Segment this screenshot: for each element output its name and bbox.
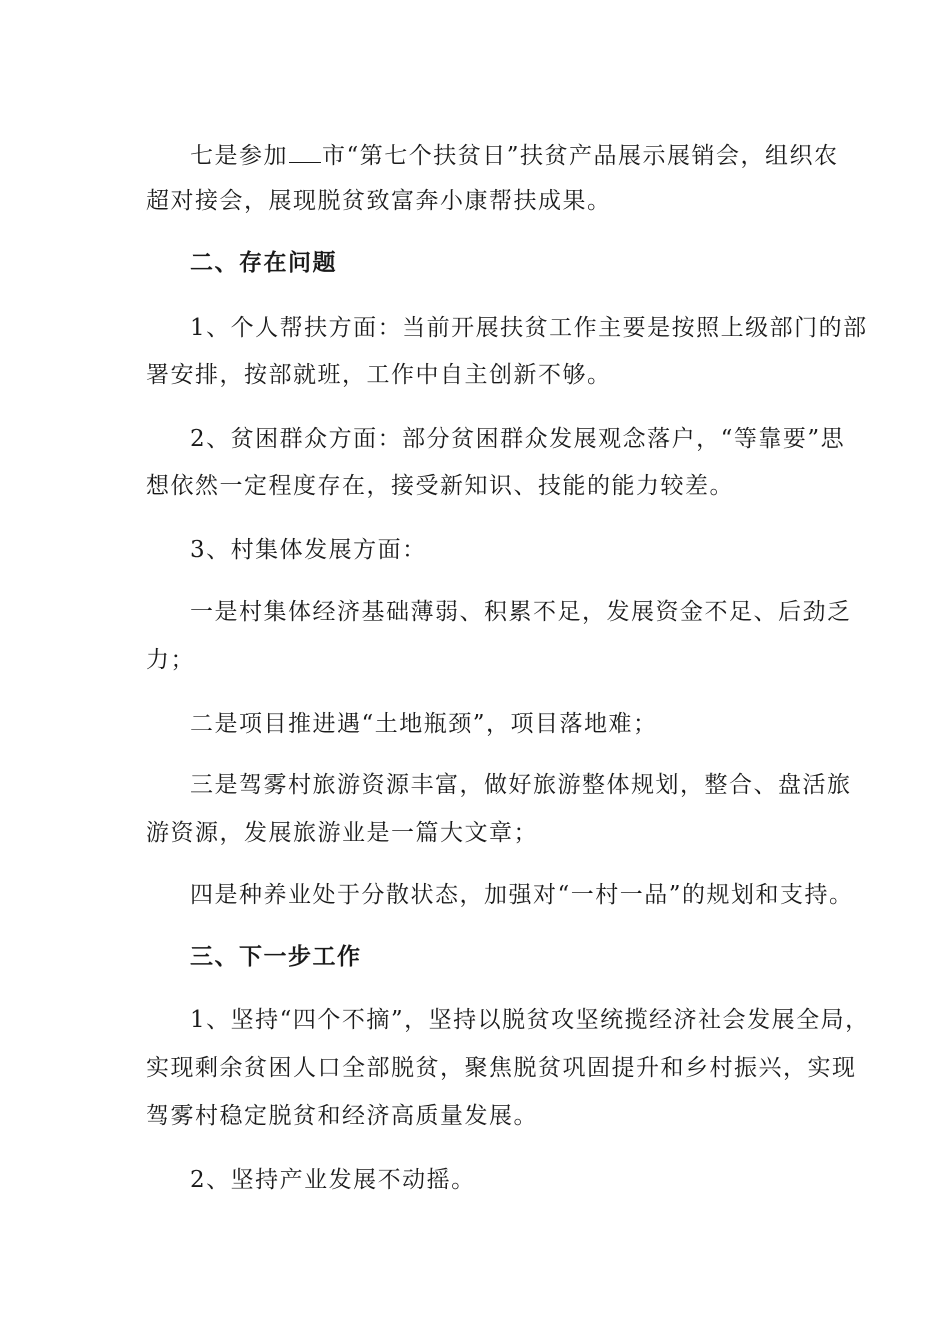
paragraph-problem-1-line-1: 1、个人帮扶方面：当前开展扶贫工作主要是按照上级部门的部 [190, 315, 868, 341]
paragraph-item-4: 四是种养业处于分散状态，加强对“一村一品”的规划和支持。 [190, 882, 854, 908]
paragraph-problem-2-line-1: 2、贫困群众方面：部分贫困群众发展观念落户，“等靠要”思 [190, 426, 846, 452]
paragraph-next-2: 2、坚持产业发展不动摇。 [190, 1167, 476, 1193]
paragraph-problem-2-line-2: 想依然一定程度存在，接受新知识、技能的能力较差。 [146, 473, 734, 499]
text-segment: 七是参加 [190, 143, 288, 169]
paragraph-item-3-line-2: 游资源，发展旅游业是一篇大文章； [146, 820, 538, 846]
fill-in-blank [289, 142, 321, 163]
paragraph-item-1-line-2: 力； [146, 647, 195, 673]
section-heading-next-steps: 三、下一步工作 [190, 943, 362, 970]
paragraph-item-3-line-1: 三是驾雾村旅游资源丰富，做好旅游整体规划，整合、盘活旅 [190, 772, 852, 798]
paragraph-next-1-line-2: 实现剩余贫困人口全部脱贫，聚焦脱贫巩固提升和乡村振兴，实现 [146, 1055, 857, 1081]
section-heading-problems: 二、存在问题 [190, 249, 337, 276]
paragraph-problem-1-line-2: 署安排，按部就班，工作中自主创新不够。 [146, 362, 612, 388]
paragraph-item-1-line-1: 一是村集体经济基础薄弱、积累不足，发展资金不足、后劲乏 [190, 599, 852, 625]
paragraph-next-1-line-3: 驾雾村稳定脱贫和经济高质量发展。 [146, 1103, 538, 1129]
paragraph-7-line-1 [190, 141, 839, 171]
paragraph-next-1-line-1: 1、坚持“四个不摘”，坚持以脱贫攻坚统揽经济社会发展全局， [190, 1007, 870, 1033]
paragraph-problem-3: 3、村集体发展方面： [190, 537, 427, 563]
paragraph-7-line-2: 超对接会，展现脱贫致富奔小康帮扶成果。 [146, 188, 612, 214]
text-segment: 市“第七个扶贫日”扶贫产品展示展销会，组织农 [322, 143, 839, 169]
paragraph-item-2: 二是项目推进遇“土地瓶颈”，项目落地难； [190, 711, 658, 737]
